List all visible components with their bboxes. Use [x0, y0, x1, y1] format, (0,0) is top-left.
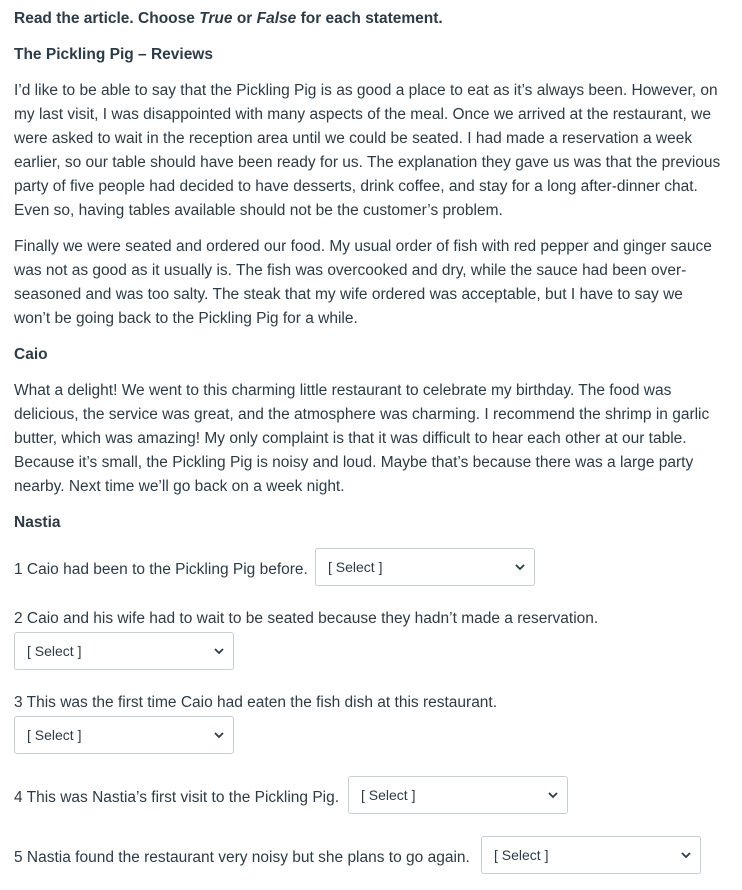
select-value: [ Select ]: [27, 727, 82, 743]
text-line: delicious, the service was great, and the atmosphere was charming. I recommend the shrimp in garlic: [14, 406, 710, 423]
select-value: [ Select ]: [27, 643, 82, 659]
review2-author: Nastia: [14, 514, 61, 531]
select-value: [ Select ]: [361, 787, 416, 803]
review2-paragraph: [14, 379, 730, 499]
chevron-down-icon: [547, 789, 559, 801]
text-line: was not as good as it usually is. The fish was overcooked and dry, while the sauce had been over-: [14, 262, 687, 279]
text-line: Finally we were seated and ordered our food. My usual order of fish with red pepper and ginger sauce: [14, 238, 712, 255]
text-line: butter, which was amazing! My only complaint is that it was difficult to hear each other at our table.: [14, 430, 687, 447]
review1-paragraph1: [14, 79, 730, 223]
question-4-text: 4 This was Nastia’s first visit to the Pickling Pig.: [14, 789, 340, 806]
question-2-text: 2 Caio and his wife had to wait to be seated because they hadn’t made a reservation.: [14, 610, 599, 627]
text-line: were asked to wait in the reception area until we could be seated. I had made a reservation a week: [14, 130, 693, 147]
text-line: Even so, having tables available should not be the customer’s problem.: [14, 202, 503, 219]
question-5-select[interactable]: [481, 836, 701, 874]
question-5-text: 5 Nastia found the restaurant very noisy but she plans to go again.: [14, 849, 470, 866]
question-3-select[interactable]: [14, 716, 234, 754]
text-line: Because it’s small, the Pickling Pig is noisy and loud. Maybe that’s because there was a large party: [14, 454, 694, 471]
question-4-select[interactable]: [348, 776, 568, 814]
text-line: my last visit, I was disappointed with many aspects of the meal. Once we arrived at the restaurant, we: [14, 106, 711, 123]
instruction-false: False: [256, 10, 297, 27]
text-line: won’t be going back to the Pickling Pig for a while.: [14, 310, 358, 327]
question-2-select[interactable]: [14, 632, 234, 670]
text-line: nearby. Next time we’ll go back on a week night.: [14, 478, 345, 495]
text-line: I’d like to be able to say that the Pickling Pig is as good a place to eat as it’s always been. However, on: [14, 82, 718, 99]
text-line: seasoned and was too salty. The steak that my wife ordered was acceptable, but I have to say we: [14, 286, 683, 303]
text-line: What a delight! We went to this charming little restaurant to celebrate my birthday. The food was: [14, 382, 672, 399]
chevron-down-icon: [213, 729, 225, 741]
instruction-middle: or: [232, 10, 257, 27]
select-value: [ Select ]: [494, 847, 549, 863]
review1-author: Caio: [14, 346, 48, 363]
chevron-down-icon: [213, 645, 225, 657]
chevron-down-icon: [514, 561, 526, 573]
question-1-select[interactable]: [315, 548, 535, 586]
instruction-suffix: for each statement.: [296, 10, 443, 27]
question-3-text: 3 This was the first time Caio had eaten the fish dish at this restaurant.: [14, 694, 498, 711]
instruction-true: True: [199, 10, 233, 27]
text-line: earlier, so our table should have been ready for us. The explanation they gave us was that the previous: [14, 154, 721, 171]
chevron-down-icon: [680, 849, 692, 861]
select-value: [ Select ]: [328, 559, 383, 575]
article-title: The Pickling Pig – Reviews: [14, 46, 213, 63]
instruction-prefix: Read the article. Choose: [14, 10, 200, 27]
question-1-text: 1 Caio had been to the Pickling Pig before.: [14, 561, 308, 578]
text-line: party of five people had decided to have desserts, drink coffee, and stay for a long after-dinner chat.: [14, 178, 698, 195]
instruction: [14, 7, 443, 31]
review1-paragraph2: [14, 235, 730, 331]
